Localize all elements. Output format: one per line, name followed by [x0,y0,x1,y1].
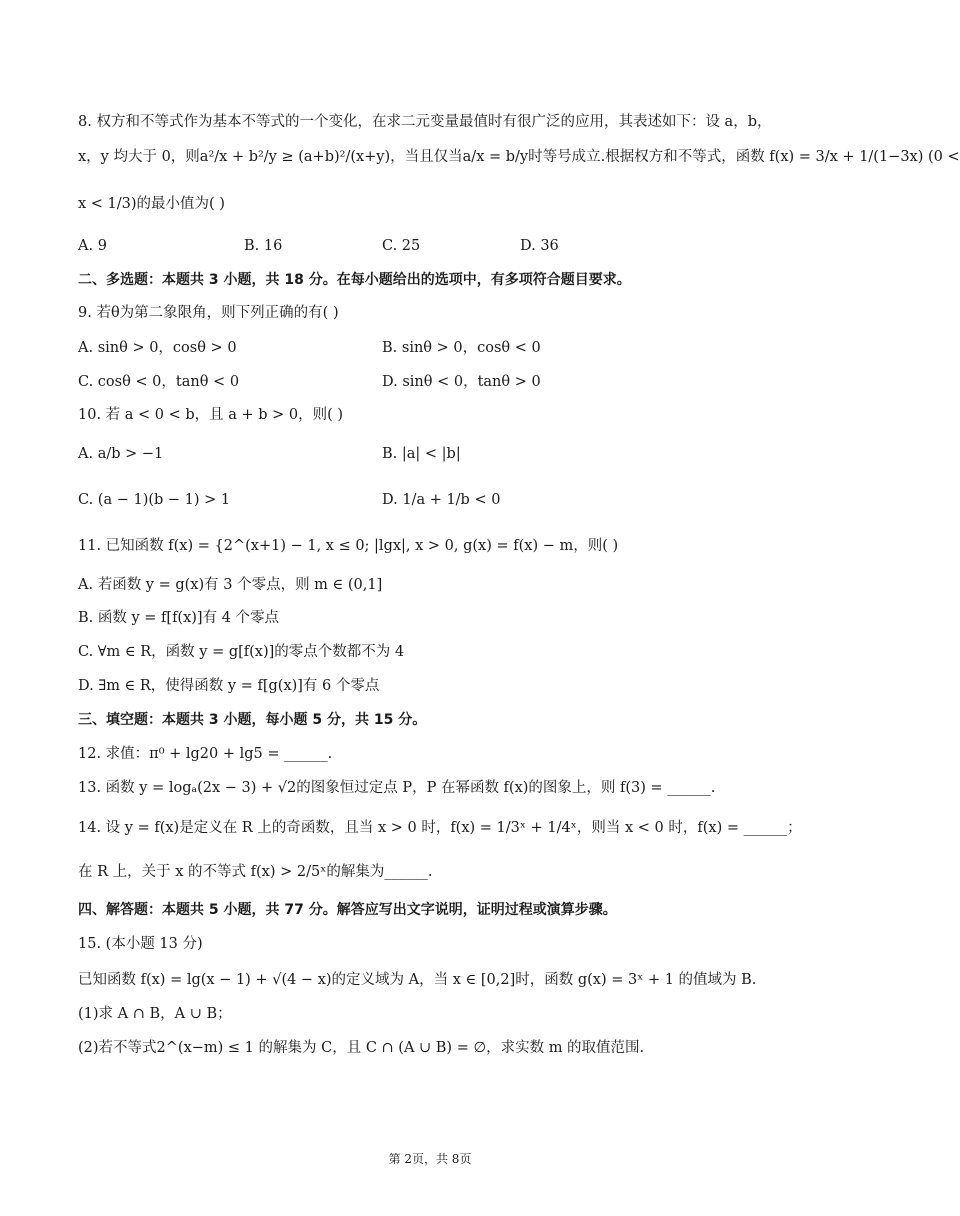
q15-part1: (1)求 A ∩ B，A ∪ B； [78,1006,232,1022]
q8-line2: x，y 均大于 0，则a²/x + b²/y ≥ (a+b)²/(x+y)，当且仅当a/x = b/y时等号成立.根据权方和不等式，函数 f(x) = 3/x + 1/(1−3x) (0 < [78,149,960,165]
q11-option-c: C. ∀m ∈ R，函数 y = g[f(x)]的零点个数都不为 4 [78,644,405,660]
q8-line3: x < 1/3)的最小值为( ) [78,196,225,212]
q10-option-c: C. (a − 1)(b − 1) > 1 [78,492,231,508]
q14-line2: 在 R 上，关于 x 的不等式 f(x) > 2/5ˣ的解集为______. [78,864,433,880]
q10-option-b: B. |a| < |b| [382,446,461,462]
section-2-heading: 二、多选题：本题共 3 小题，共 18 分。在每小题给出的选项中，有多项符合题目要求。 [78,272,631,288]
q11-option-a: A. 若函数 y = g(x)有 3 个零点，则 m ∈ (0,1] [78,577,383,593]
q8-option-d: D. 36 [520,238,559,254]
q15-part2: (2)若不等式2^(x−m) ≤ 1 的解集为 C，且 C ∩ (A ∪ B) = ∅，求实数 m 的取值范围. [78,1040,645,1056]
q13: 13. 函数 y = logₐ(2x − 3) + √2的图象恒过定点 P，P 在幂函数 f(x)的图象上，则 f(3) = ______. [78,780,716,796]
q8-option-a: A. 9 [78,238,107,254]
q8-option-b: B. 16 [244,238,283,254]
q11-option-d: D. ∃m ∈ R，使得函数 y = f[g(x)]有 6 个零点 [78,678,380,694]
q9-stem: 9. 若θ为第二象限角，则下列正确的有( ) [78,305,339,321]
q8-line1: 8. 权方和不等式作为基本不等式的一个变化，在求二元变量最值时有很广泛的应用，其表述如下：设 a，b， [78,114,772,130]
q15-title: 15. (本小题 13 分) [78,936,203,952]
section-3-heading: 三、填空题：本题共 3 小题，每小题 5 分，共 15 分。 [78,712,427,728]
page-footer: 第 2页，共 8页 [388,1152,472,1166]
q10-option-a: A. a/b > −1 [78,446,164,462]
q9-option-c: C. cosθ < 0，tanθ < 0 [78,374,240,390]
q9-option-b: B. sinθ > 0，cosθ < 0 [382,340,541,356]
q9-option-a: A. sinθ > 0，cosθ > 0 [78,340,237,356]
q10-option-d: D. 1/a + 1/b < 0 [382,492,501,508]
section-4-heading: 四、解答题：本题共 5 小题，共 77 分。解答应写出文字说明，证明过程或演算步骤。 [78,902,617,918]
q9-option-d: D. sinθ < 0，tanθ > 0 [382,374,541,390]
q8-option-c: C. 25 [382,238,421,254]
q12: 12. 求值：π⁰ + lg20 + lg5 = ______. [78,746,333,762]
q15-stem: 已知函数 f(x) = lg(x − 1) + √(4 − x)的定义域为 A，当 x ∈ [0,2]时，函数 g(x) = 3ˣ + 1 的值域为 B. [78,972,757,988]
q11-option-b: B. 函数 y = f[f(x)]有 4 个零点 [78,610,280,626]
q11-stem: 11. 已知函数 f(x) = {2^(x+1) − 1, x ≤ 0; |lgx|, x > 0, g(x) = f(x) − m，则( ) [78,538,619,554]
q10-stem: 10. 若 a < 0 < b，且 a + b > 0，则( ) [78,407,344,423]
q14-line1: 14. 设 y = f(x)是定义在 R 上的奇函数，且当 x > 0 时，f(x) = 1/3ˣ + 1/4ˣ，则当 x < 0 时，f(x) = ______； [78,820,802,836]
